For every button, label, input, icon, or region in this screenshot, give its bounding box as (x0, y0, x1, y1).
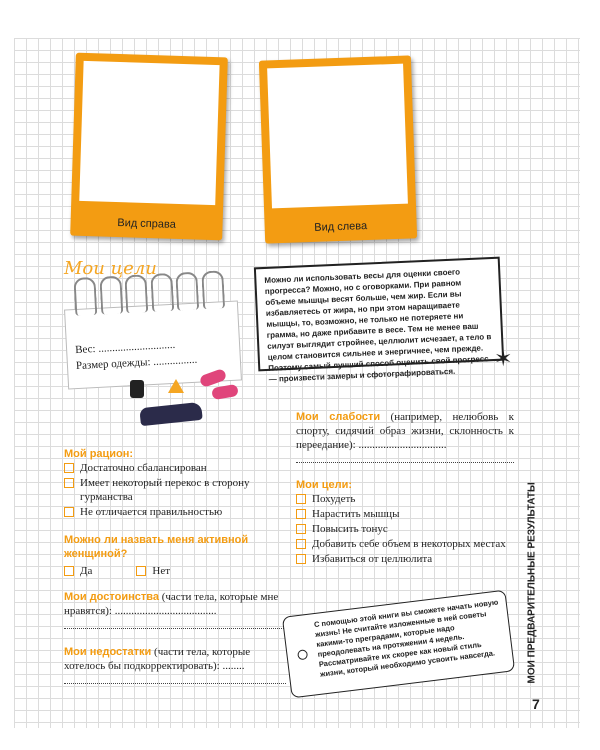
photo-frame-left-view (259, 55, 417, 243)
flaws-answer-line[interactable] (64, 673, 286, 684)
tag-hole (297, 649, 308, 660)
checkbox-item[interactable]: Достаточно сбалансирован (64, 461, 286, 475)
flaws-text: (части тела, которые хотелось бы подкорректировать): ........ (64, 646, 251, 672)
page-number: 7 (532, 696, 540, 712)
checkbox-icon[interactable] (296, 554, 306, 564)
merits-answer-line[interactable] (64, 618, 286, 629)
weaknesses-heading: Мои слабости (296, 411, 381, 423)
checkbox-no[interactable]: Нет (136, 564, 170, 578)
checkbox-icon[interactable] (64, 566, 74, 576)
checkbox-icon[interactable] (296, 539, 306, 549)
chapter-side-label: МОИ ПРЕДВАРИТЕЛЬНЫЕ РЕЗУЛЬТАТЫ (526, 482, 538, 684)
checkbox-icon[interactable] (296, 509, 306, 519)
checkbox-icon[interactable] (64, 507, 74, 517)
checkbox-item[interactable]: Нарастить мышцы (296, 507, 514, 521)
goals-title: Мои цели (64, 258, 157, 279)
weaknesses-text: (например, нелюбовь к спорту, сидячий образ жизни, склонность к переедание): ................................ (296, 411, 515, 451)
checkbox-item[interactable]: Имеет некоторый перекос в сторону гурманства (64, 476, 286, 504)
spiral-rings (73, 270, 225, 318)
photo-caption-left: Вид слева (314, 220, 368, 234)
weaknesses-section (296, 410, 514, 463)
targets-heading: Мои цели: (296, 479, 352, 491)
scales-info-callout: Можно ли использовать весы для оценки своего прогресса? Можно, но с оговорками. При равном объеме мышцы весят больше, чем жир. Если вы избавляетесь от жира, но при этом наращиваете мышцы, то, возможно, не только не потеряете ни грамма, но даже прибавите в весе. Тем не менее ваш силуэт выглядит стройнее, целлюлит исчезает, а тело в целом становится сильнее и энергичнее, чем прежде. Поэтому самый лучший способ оценить свой прогресс — произвести замеры и сфотографироваться. (254, 257, 504, 372)
checkbox-icon[interactable] (296, 494, 306, 504)
targets-section (296, 478, 514, 567)
checkbox-icon[interactable] (64, 478, 74, 488)
checkbox-icon[interactable] (136, 566, 146, 576)
merits-section (64, 590, 286, 629)
photo-placeholder (79, 61, 219, 205)
checkbox-icon[interactable] (64, 463, 74, 473)
flaws-section (64, 645, 286, 684)
checkbox-item[interactable]: Не отличается правильностью (64, 505, 286, 519)
flaws-heading: Мои недостатки (64, 646, 152, 658)
diet-heading: Мой рацион: (64, 448, 134, 460)
active-section (64, 533, 286, 579)
merits-heading: Мои достоинства (64, 591, 159, 603)
checkbox-item[interactable]: Повысить тонус (296, 522, 514, 536)
weaknesses-answer-line[interactable] (296, 452, 514, 463)
checkbox-item[interactable]: Избавиться от целлюлита (296, 552, 514, 566)
cheese-icon (168, 379, 184, 393)
checkbox-yes[interactable]: Да (64, 564, 92, 578)
checkbox-item[interactable]: Похудеть (296, 492, 514, 506)
new-life-tag-callout: С помощью этой книги вы сможете начать новую жизнь! Не считайте изложенные в ней советы какими-то преградами, которые надо преодолевать на протяжении 4 недель. Рассматривайте их скорее как новый стиль жизни, который необходимо усвоить навсегда. (282, 590, 515, 699)
diet-section (64, 447, 286, 520)
checkbox-item[interactable]: Добавить себе объем в некоторых местах (296, 537, 514, 551)
photo-caption-right: Вид справа (117, 217, 176, 231)
starburst-icon: ✶ (494, 346, 513, 371)
merits-text: (части тела, которые мне нравятся): ..................................... (64, 591, 279, 617)
clothing-size-field-label: Размер одежды: ................ (75, 353, 198, 373)
active-heading: Можно ли назвать меня активной женщиной? (64, 534, 249, 560)
water-bottle-icon (130, 380, 144, 398)
photo-frame-right-view (70, 53, 228, 241)
photo-placeholder (267, 64, 408, 209)
weight-field-label: Вес: ............................ (74, 338, 176, 357)
checkbox-icon[interactable] (296, 524, 306, 534)
